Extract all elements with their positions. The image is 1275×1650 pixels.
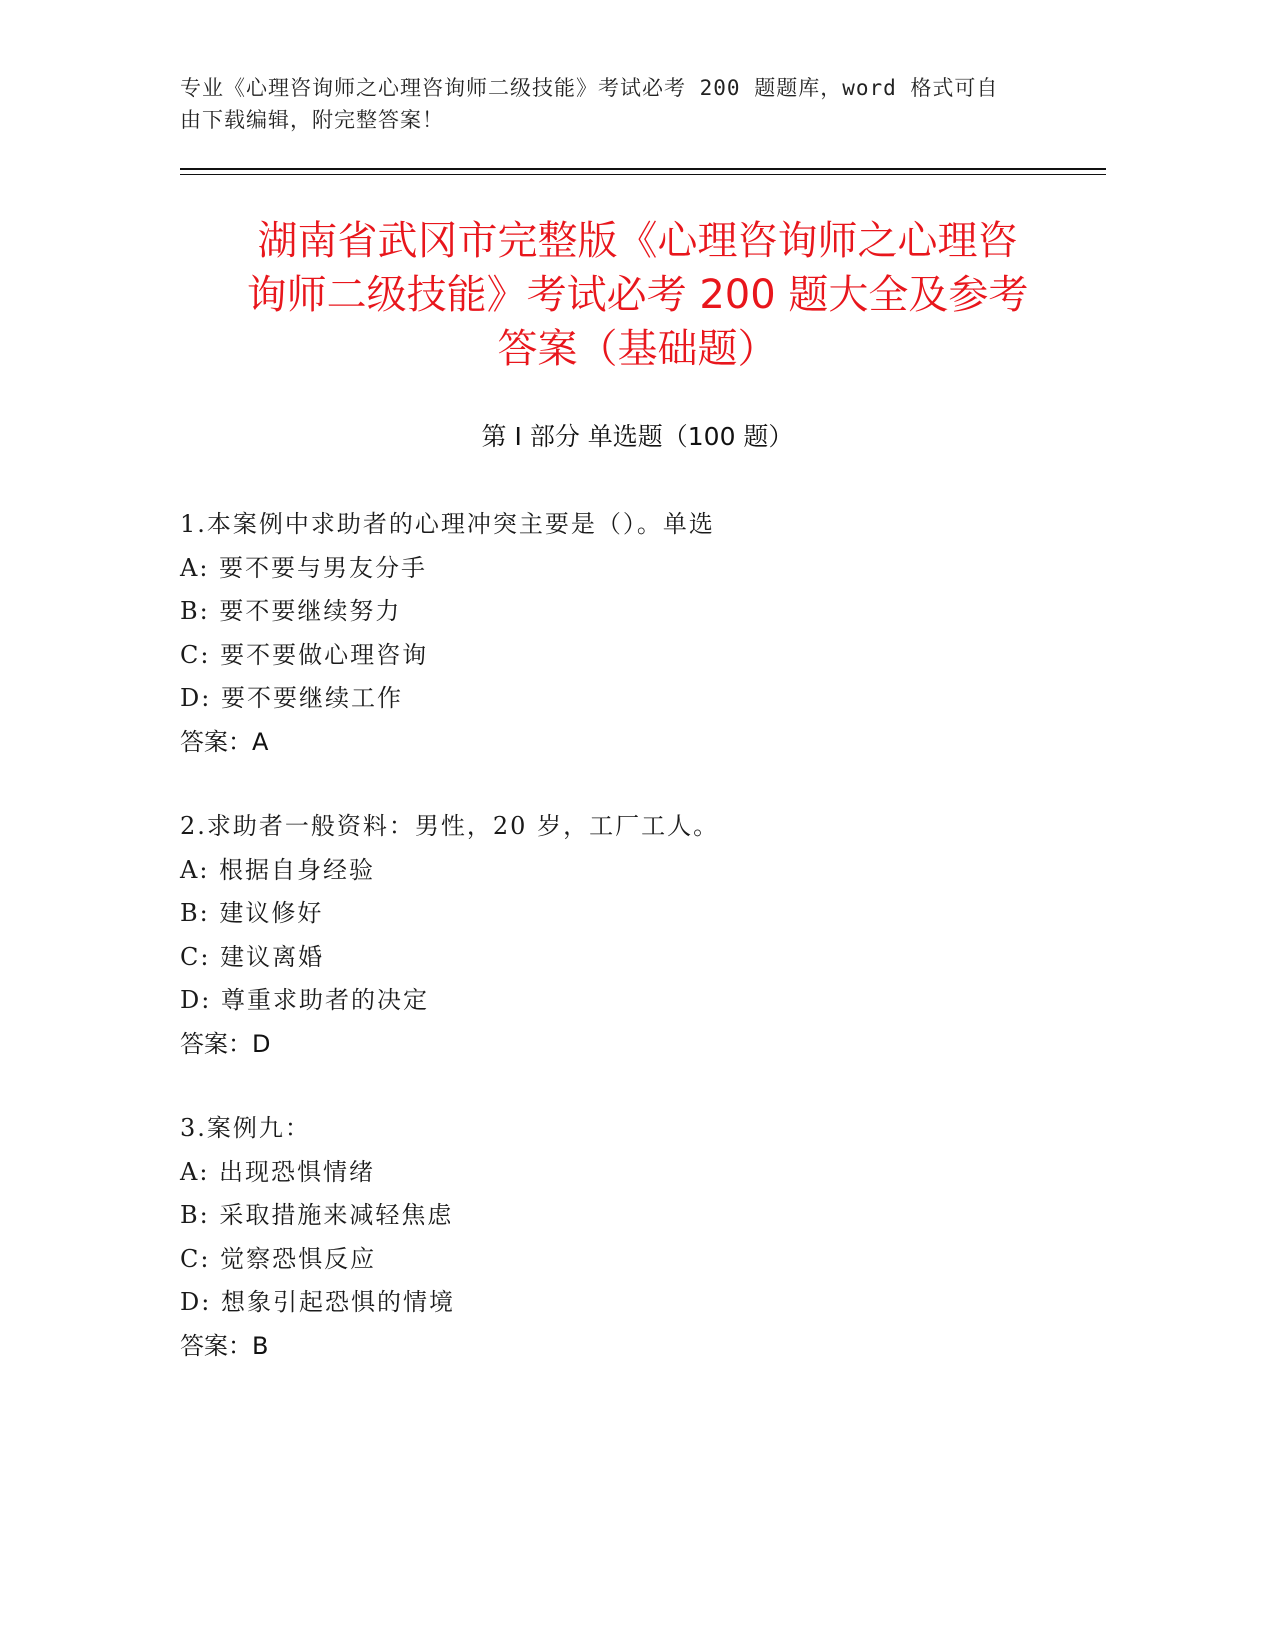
question-option-b: B: 采取措施来减轻焦虑 [180,1201,454,1229]
section-heading: 第 I 部分 单选题（100 题） [481,422,794,451]
document-title-line-1: 湖南省武冈市完整版《心理咨询师之心理咨 [257,218,1018,264]
question-answer: 答案：B [180,1331,269,1360]
document-title-line-2: 询师二级技能》考试必考 200 题大全及参考 [246,272,1029,318]
document-title [160,214,1115,376]
header-note-line-1: 专业《心理咨询师之心理咨询师二级技能》考试必考 200 题题库，word 格式可自 [180,76,999,100]
question-option-c: C: 要不要做心理咨询 [180,640,429,669]
question-option-d: D: 想象引起恐惧的情境 [180,1288,455,1316]
question-list [180,503,1080,1409]
question-stem: 2.求助者一般资料：男性，20 岁，工厂工人。 [180,812,720,840]
question-option-a: A: 出现恐惧情绪 [180,1157,376,1186]
question-item [180,1107,1080,1368]
question-option-a: A: 要不要与男友分手 [180,553,428,582]
document-title-line-3: 答案（基础题） [497,326,778,372]
question-item [180,503,1080,764]
header-note-line-2: 由下载编辑，附完整答案！ [180,108,444,132]
question-option-b: B: 建议修好 [180,899,324,927]
header-rule-thin [180,174,1106,175]
header-note [180,72,1050,136]
question-option-d: D: 要不要继续工作 [180,684,403,712]
question-option-a: A: 根据自身经验 [180,855,376,884]
question-item [180,805,1080,1066]
question-option-c: C: 觉察恐惧反应 [180,1244,377,1273]
question-option-d: D: 尊重求助者的决定 [180,986,429,1014]
header-rule-thick [180,168,1106,170]
question-answer: 答案：D [180,1029,271,1058]
question-stem: 3.案例九： [180,1114,311,1142]
question-stem: 1.本案例中求助者的心理冲突主要是（）。单选 [180,510,715,538]
question-option-c: C: 建议离婚 [180,942,325,971]
question-answer: 答案：A [180,727,269,756]
question-option-b: B: 要不要继续努力 [180,597,402,625]
